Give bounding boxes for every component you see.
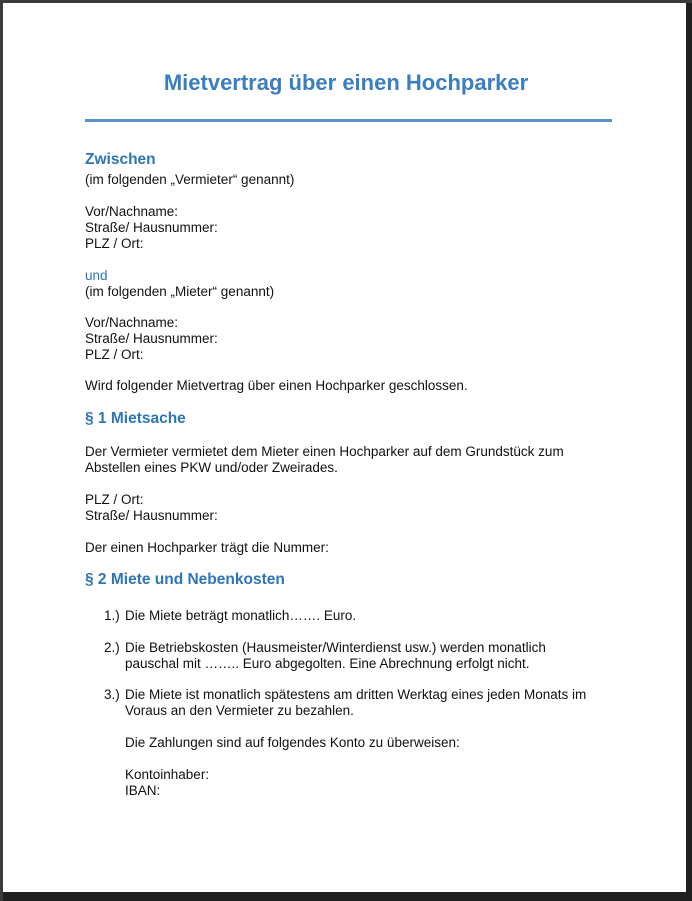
section1-number-line: Der einen Hochparker trägt die Nummer: xyxy=(85,540,329,555)
zwischen-heading: Zwischen xyxy=(85,151,156,168)
item1-number: 1.) xyxy=(104,608,120,623)
mieter-name-field: Vor/Nachname: xyxy=(85,315,179,330)
item3-number: 3.) xyxy=(104,687,120,702)
section2-heading: § 2 Miete und Nebenkosten xyxy=(85,571,285,588)
section1-paragraph-line2: Abstellen eines PKW und/oder Zweirades. xyxy=(85,460,338,475)
page-shadow-right xyxy=(686,3,692,901)
section1-city-field: PLZ / Ort: xyxy=(85,492,144,507)
document-title: Mietvertrag über einen Hochparker xyxy=(163,70,529,95)
mieter-street-field: Straße/ Hausnummer: xyxy=(85,331,218,346)
item3-text-line1: Die Miete ist monatlich spätestens am dritten Werktag eines jeden Monats im xyxy=(125,687,587,702)
vermieter-name-field: Vor/Nachname: xyxy=(85,204,179,219)
vermieter-note: (im folgenden „Vermieter“ genannt) xyxy=(85,172,295,187)
und-label: und xyxy=(85,268,108,283)
title-divider xyxy=(85,119,612,122)
item2-number: 2.) xyxy=(104,640,120,655)
item1-text: Die Miete beträgt monatlich……. Euro. xyxy=(125,608,357,623)
intro-sentence: Wird folgender Mietvertrag über einen Hochparker geschlossen. xyxy=(85,378,468,393)
section1-street-field: Straße/ Hausnummer: xyxy=(85,508,218,523)
item2-text-line1: Die Betriebskosten (Hausmeister/Winterdienst usw.) werden monatlich xyxy=(125,640,546,655)
item3-text-line2: Voraus an den Vermieter zu bezahlen. xyxy=(125,703,354,718)
vermieter-city-field: PLZ / Ort: xyxy=(85,236,144,251)
iban-field: IBAN: xyxy=(125,783,161,798)
section1-heading: § 1 Mietsache xyxy=(85,410,186,427)
section1-paragraph-line1: Der Vermieter vermietet dem Mieter einen Hochparker auf dem Grundstück zum xyxy=(85,444,564,459)
mieter-note: (im folgenden „Mieter“ genannt) xyxy=(85,284,275,299)
item2-text-line2: pauschal mit …….. Euro abgegolten. Eine Abrechnung erfolgt nicht. xyxy=(125,656,530,671)
vermieter-street-field: Straße/ Hausnummer: xyxy=(85,220,218,235)
page-shadow-bottom xyxy=(3,892,692,901)
payment-note: Die Zahlungen sind auf folgendes Konto zu überweisen: xyxy=(125,735,460,750)
mieter-city-field: PLZ / Ort: xyxy=(85,347,144,362)
account-holder-field: Kontoinhaber: xyxy=(125,767,210,782)
